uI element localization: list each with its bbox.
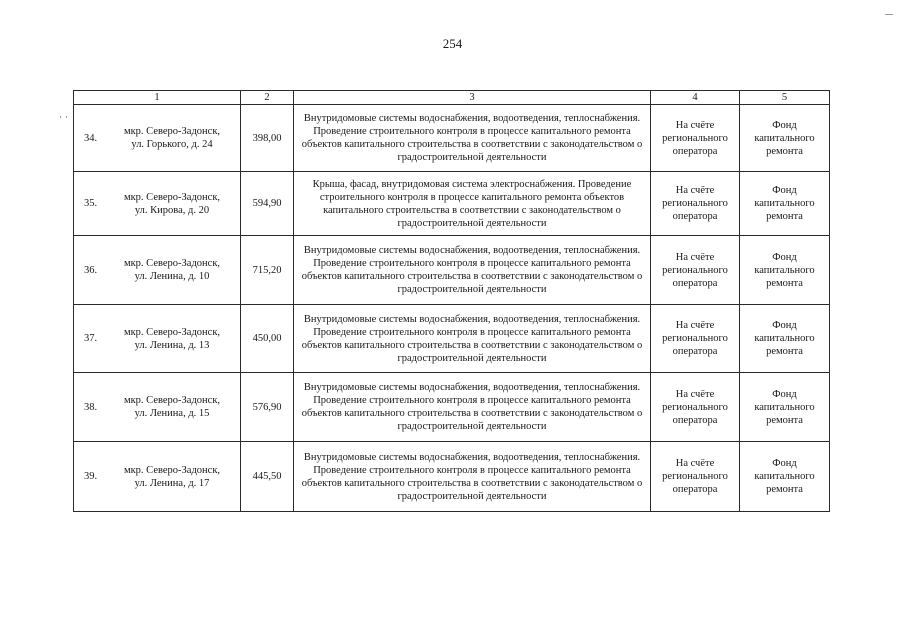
- address-line: мкр. Северо-Задонск,: [123, 395, 221, 406]
- column-header: 2: [241, 91, 294, 105]
- row-number: 34.: [84, 132, 98, 144]
- address-line: мкр. Северо-Задонск,: [123, 191, 221, 203]
- account-cell: На счёте регионального оператора: [651, 105, 740, 172]
- address-line: ул. Горького, д. 24: [131, 139, 213, 150]
- address-line: ул. Кирова, д. 20: [134, 204, 210, 216]
- table-row: [74, 373, 830, 442]
- fund-cell: Фонд капитального ремонта: [740, 305, 830, 373]
- fund-cell: Фонд капитального ремонта: [740, 172, 830, 236]
- repair-works-table: [73, 90, 830, 512]
- address-cell: [74, 236, 241, 305]
- account-cell: На счёте регионального оператора: [651, 172, 740, 236]
- address-cell: [74, 105, 241, 172]
- works-cell: Внутридомовые системы водоснабжения, водоотведения, теплоснабжения. Проведение строительного контроля в процессе капитального ремонта объектов капитального строительства в соответствии с законодательством о градостроительной деятельности: [294, 373, 651, 442]
- fund-cell: Фонд капитального ремонта: [740, 442, 830, 512]
- row-number: 39.: [84, 471, 98, 482]
- address-line: ул. Ленина, д. 17: [134, 477, 210, 489]
- area-cell: 715,20: [241, 236, 294, 305]
- works-cell: Крыша, фасад, внутридомовая система электроснабжения. Проведение строительного контроля в процессе капитального ремонта объектов капитального строительства в соответствии с законодательством о градостроительной деятельности: [294, 172, 651, 236]
- address-line: ул. Ленина, д. 13: [134, 339, 210, 351]
- address-line: мкр. Северо-Задонск,: [123, 258, 221, 269]
- column-header: 1: [74, 91, 241, 105]
- address-cell: [74, 373, 241, 442]
- account-cell: На счёте регионального оператора: [651, 442, 740, 512]
- table-row: [74, 236, 830, 305]
- address-cell: [74, 442, 241, 512]
- column-header: 5: [740, 91, 830, 105]
- address-line: мкр. Северо-Задонск,: [123, 126, 221, 137]
- scan-mark: [885, 14, 893, 15]
- address-line: ул. Ленина, д. 10: [134, 271, 210, 282]
- row-number: 38.: [84, 401, 98, 413]
- works-cell: Внутридомовые системы водоснабжения, водоотведения, теплоснабжения. Проведение строительного контроля в процессе капитального ремонта объектов капитального строительства в соответствии с законодательством о градостроительной деятельности: [294, 305, 651, 373]
- address-line: мкр. Северо-Задонск,: [123, 326, 221, 338]
- page-number: 254: [442, 36, 463, 51]
- fund-cell: Фонд капитального ремонта: [740, 105, 830, 172]
- address-line: ул. Ленина, д. 15: [134, 408, 210, 419]
- account-cell: На счёте регионального оператора: [651, 236, 740, 305]
- scan-mark: [66, 116, 67, 118]
- fund-cell: Фонд капитального ремонта: [740, 236, 830, 305]
- row-number: 36.: [84, 264, 98, 276]
- address-line: мкр. Северо-Задонск,: [123, 464, 221, 476]
- area-cell: 445,50: [241, 442, 294, 512]
- column-header: 3: [294, 91, 651, 105]
- table-header-row: [74, 91, 830, 105]
- row-number: 37.: [84, 333, 98, 344]
- works-cell: Внутридомовые системы водоснабжения, водоотведения, теплоснабжения. Проведение строительного контроля в процессе капитального ремонта объектов капитального строительства в соответствии с законодательством о градостроительной деятельности: [294, 236, 651, 305]
- table-row: [74, 305, 830, 373]
- column-header: 4: [651, 91, 740, 105]
- scan-mark: [60, 116, 61, 118]
- works-cell: Внутридомовые системы водоснабжения, водоотведения, теплоснабжения. Проведение строительного контроля в процессе капитального ремонта объектов капитального строительства в соответствии с законодательством о градостроительной деятельности: [294, 442, 651, 512]
- area-cell: 576,90: [241, 373, 294, 442]
- address-cell: [74, 172, 241, 236]
- table-row: [74, 442, 830, 512]
- area-cell: 398,00: [241, 105, 294, 172]
- account-cell: На счёте регионального оператора: [651, 305, 740, 373]
- account-cell: На счёте регионального оператора: [651, 373, 740, 442]
- table-row: [74, 172, 830, 236]
- address-cell: [74, 305, 241, 373]
- works-cell: Внутридомовые системы водоснабжения, водоотведения, теплоснабжения. Проведение строительного контроля в процессе капитального ремонта объектов капитального строительства в соответствии с законодательством о градостроительной деятельности: [294, 105, 651, 172]
- area-cell: 594,90: [241, 172, 294, 236]
- fund-cell: Фонд капитального ремонта: [740, 373, 830, 442]
- table-row: [74, 105, 830, 172]
- row-number: 35.: [84, 198, 98, 209]
- area-cell: 450,00: [241, 305, 294, 373]
